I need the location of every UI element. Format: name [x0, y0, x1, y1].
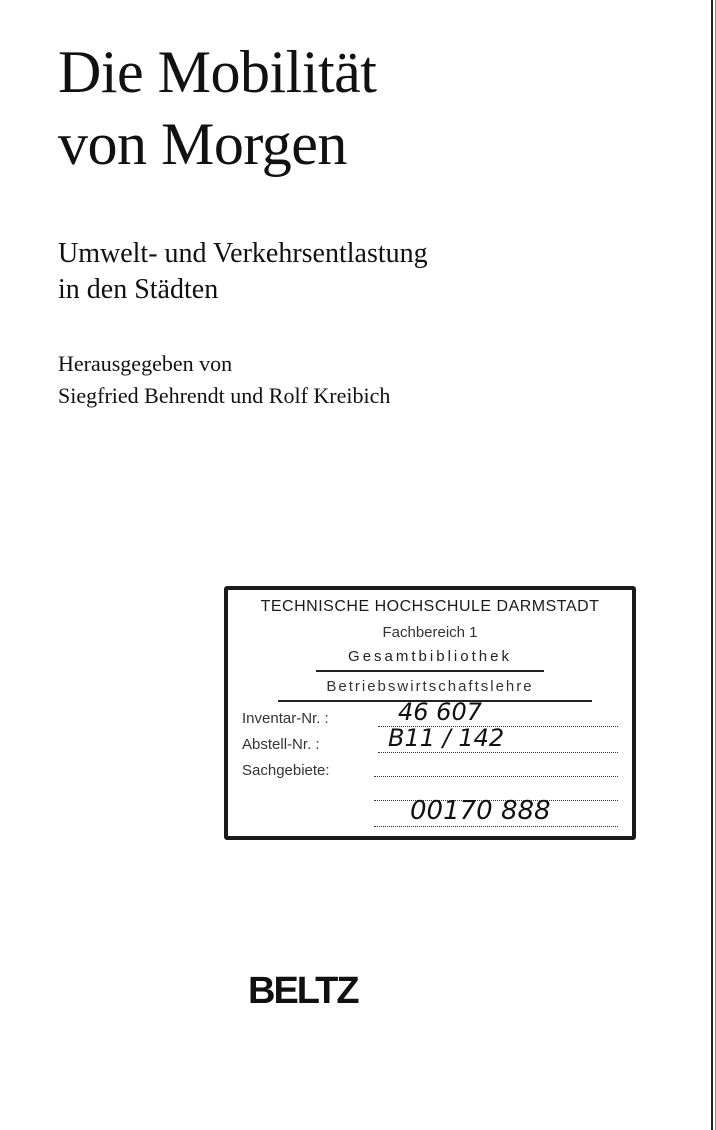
stamp-handwritten-number: 00170 888	[410, 796, 551, 826]
stamp-rule-1	[316, 670, 544, 672]
stamp-shelf-value: B11 / 142	[388, 724, 505, 752]
book-subtitle	[58, 236, 428, 308]
editors-block	[58, 348, 390, 412]
stamp-inventory-label: Inventar-Nr. :	[242, 710, 329, 727]
stamp-inventory-value: 46 607	[398, 698, 482, 726]
page-edge-line	[711, 0, 713, 1130]
title-line-1: Die Mobilität	[58, 39, 377, 105]
stamp-subject-label: Sachgebiete:	[242, 762, 330, 779]
book-title	[58, 36, 376, 180]
title-line-2: von Morgen	[58, 111, 347, 177]
stamp-section: Betriebswirtschaftslehre	[326, 678, 534, 695]
editors-names: Siegfried Behrendt und Rolf Kreibich	[58, 383, 391, 408]
library-stamp	[224, 586, 636, 840]
subtitle-line-1: Umwelt- und Verkehrsentlastung	[58, 238, 428, 269]
stamp-shelf-line	[378, 752, 618, 753]
editors-intro: Herausgegeben von	[58, 351, 233, 376]
stamp-number-line	[374, 826, 618, 827]
stamp-library: Gesamtbibliothek	[348, 648, 512, 665]
subtitle-line-2: in den Städten	[58, 274, 219, 305]
stamp-shelf-label: Abstell-Nr. :	[242, 736, 320, 753]
stamp-department: Fachbereich 1	[382, 624, 478, 641]
publisher-logo: BELTZ	[248, 970, 358, 1012]
stamp-subject-line	[374, 776, 618, 777]
stamp-institution: TECHNISCHE HOCHSCHULE DARMSTADT	[260, 598, 600, 615]
